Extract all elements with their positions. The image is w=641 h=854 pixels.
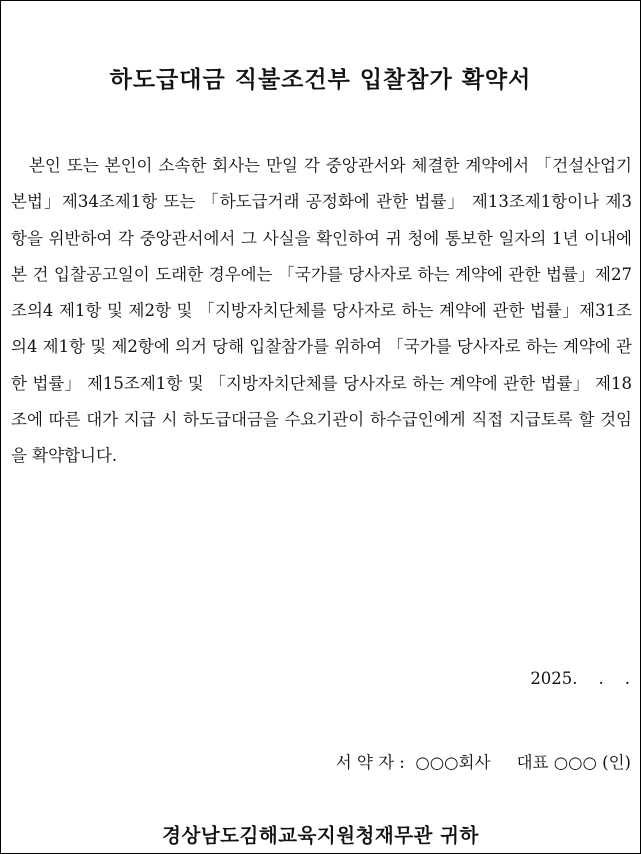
pledge-date: 2025. . . xyxy=(530,669,630,688)
pledge-body-content: 본인 또는 본인이 소속한 회사는 만일 각 중앙관서와 체결한 계약에서 「건설산업기본법」제34조제1항 또는 「하도급거래 공정화에 관한 법률」 제13조제1항이나 제3항을 위반하여 각 중앙관서에서 그 사실을 확인하여 귀 청에 통보한 일자의 1년 이내에 본 건 입찰공고일이 도래한 경우에는 「국가를 당사자로 하는 계약에 관한 법률」제27조의4 제1항 및 제2항 및 「지방자치단체를 당사자로 하는 계약에 관한 법률」제31조의4 제1항 및 제2항에 의거 당해 입찰참가를 위하여 「국가를 당사자로 하는 계약에 관한 법률」 제15조제1항 및 「지방자치단체를 당사자로 하는 계약에 관한 법률」 제18조에 따른 대가 지급 시 하도급대금을 수요기관이 하수급인에게 직접 지급토록 할 것임을 확약합니다. xyxy=(11,156,632,466)
pledge-body-text xyxy=(11,148,632,475)
recipient-line: 경상남도김해교육지원청재무관 귀하 xyxy=(162,824,479,847)
document-title: 하도급대금 직불조건부 입찰참가 확약서 xyxy=(109,67,532,93)
pledger-signature-line: 서 약 자 : ○○○회사 대표 ○○○ (인) xyxy=(335,753,631,772)
